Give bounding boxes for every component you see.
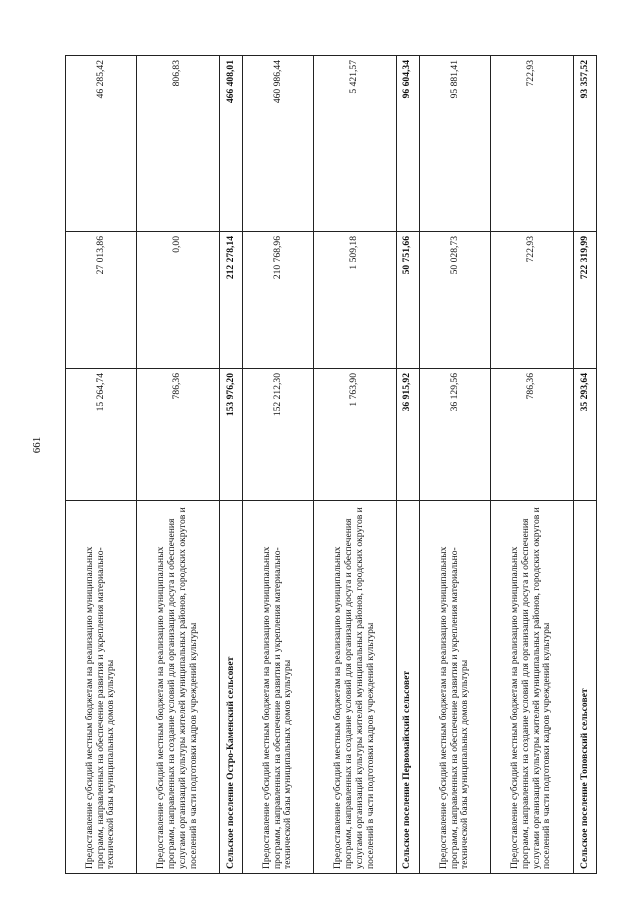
- value-col-2: 210 768,96: [242, 232, 313, 369]
- value-col-3: 466 408,01: [219, 56, 242, 232]
- value-col-2: 0,00: [136, 232, 219, 369]
- table-row: [573, 56, 596, 874]
- value-col-1: 15 264,74: [66, 369, 137, 501]
- value-col-1: 35 293,64: [573, 369, 596, 501]
- table-row: [219, 56, 242, 874]
- table-row: [242, 56, 313, 874]
- settlement-name: Сельское поселение Первомайский сельсовет: [396, 501, 419, 874]
- row-description: Предоставление субсидий местным бюджетам на реализацию муниципальных программ, направленных на обеспечение развития и укрепления материально-технической базы муниципальных домов культуры: [419, 501, 490, 874]
- value-col-3: 46 285,42: [66, 56, 137, 232]
- value-col-1: 1 763,90: [313, 369, 396, 501]
- value-col-1: 786,36: [136, 369, 219, 501]
- value-col-1: 153 976,20: [219, 369, 242, 501]
- value-col-1: 786,36: [490, 369, 573, 501]
- value-col-2: 722 319,99: [573, 232, 596, 369]
- value-col-2: 50 751,66: [396, 232, 419, 369]
- value-col-3: 460 986,44: [242, 56, 313, 232]
- rotated-table-container: [65, 56, 597, 874]
- row-description: Предоставление субсидий местным бюджетам на реализацию муниципальных программ, направленных на обеспечение развития и укрепления материально-технической базы муниципальных домов культуры: [66, 501, 137, 874]
- row-description: Предоставление субсидий местным бюджетам на реализацию муниципальных программ, направленных на создание условий для организации досуга и обеспечения услугами организаций культуры жителей муниципальных районов, городских округов и поселений в части подготовки кадров учреждений культуры: [136, 501, 219, 874]
- settlement-name: Сельское поселение Топовский сельсовет: [573, 501, 596, 874]
- value-col-2: 212 278,14: [219, 232, 242, 369]
- value-col-2: 50 028,73: [419, 232, 490, 369]
- table-row: [490, 56, 573, 874]
- page-number: 661: [31, 436, 43, 454]
- value-col-1: 36 915,92: [396, 369, 419, 501]
- row-description: Предоставление субсидий местным бюджетам на реализацию муниципальных программ, направленных на создание условий для организации досуга и обеспечения услугами организаций культуры жителей муниципальных районов, городских округов и поселений в части подготовки кадров учреждений культуры: [313, 501, 396, 874]
- value-col-3: 93 357,52: [573, 56, 596, 232]
- value-col-3: 722,93: [490, 56, 573, 232]
- row-description: Предоставление субсидий местным бюджетам на реализацию муниципальных программ, направленных на обеспечение развития и укрепления материально-технической базы муниципальных домов культуры: [242, 501, 313, 874]
- value-col-3: 5 421,57: [313, 56, 396, 232]
- row-description: Предоставление субсидий местным бюджетам на реализацию муниципальных программ, направленных на создание условий для организации досуга и обеспечения услугами организаций культуры жителей муниципальных районов, городских округов и поселений в части подготовки кадров учреждений культуры: [490, 501, 573, 874]
- table-row: [419, 56, 490, 874]
- settlement-name: Сельское поселение Остро-Каменский сельсовет: [219, 501, 242, 874]
- value-col-3: 806,83: [136, 56, 219, 232]
- value-col-2: 1 509,18: [313, 232, 396, 369]
- table-row: [396, 56, 419, 874]
- budget-table: [65, 55, 597, 874]
- value-col-1: 152 212,30: [242, 369, 313, 501]
- table-row: [136, 56, 219, 874]
- value-col-2: 722,93: [490, 232, 573, 369]
- table-row: [313, 56, 396, 874]
- table-row: [66, 56, 137, 874]
- value-col-3: 95 881,41: [419, 56, 490, 232]
- value-col-3: 96 604,34: [396, 56, 419, 232]
- value-col-2: 27 013,86: [66, 232, 137, 369]
- value-col-1: 36 129,56: [419, 369, 490, 501]
